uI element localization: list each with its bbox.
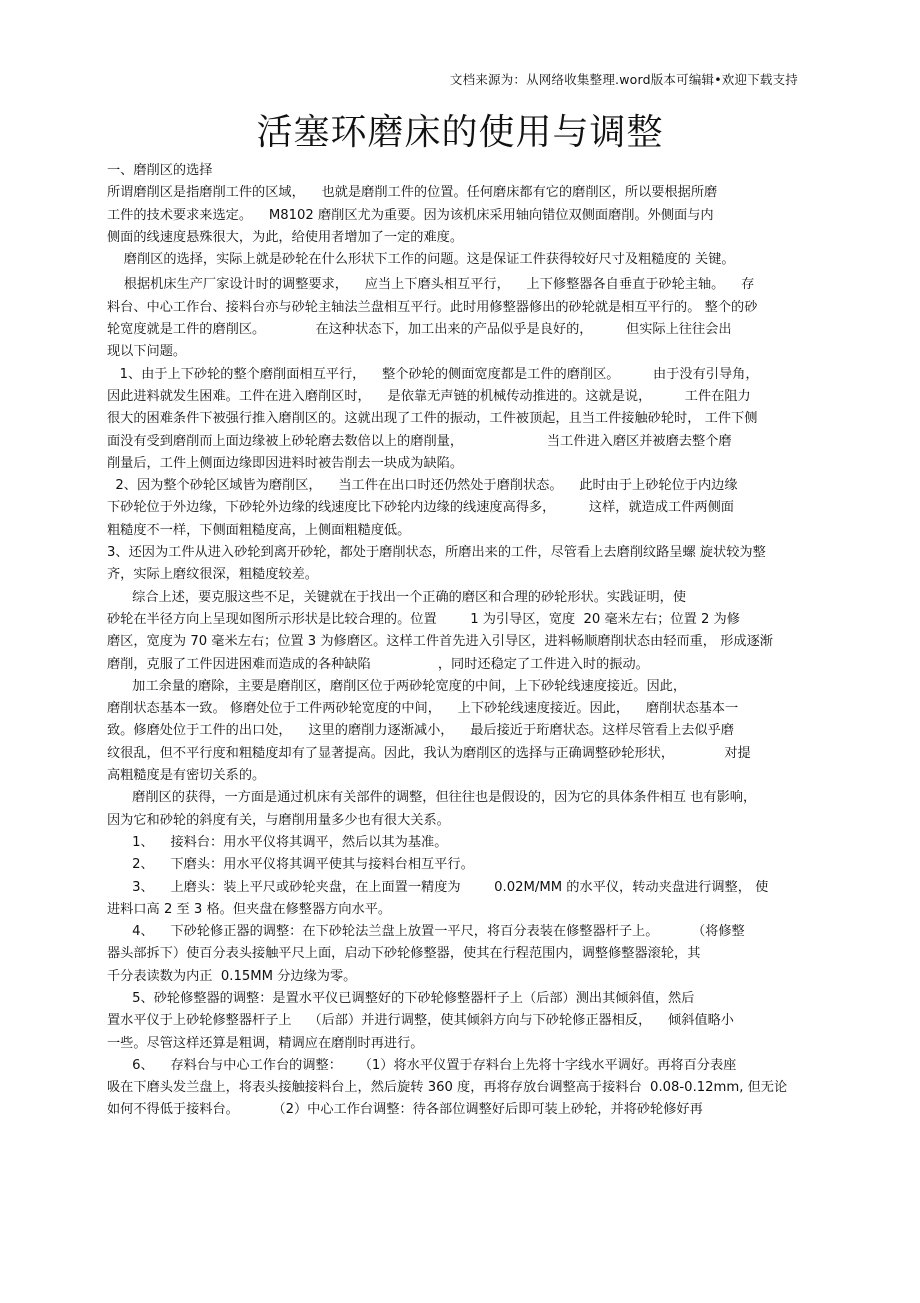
text-line: 综合上述，要克服这些不足，关键就在于找出一个正确的磨区和合理的砂轮形状。实践证明，使	[107, 589, 687, 605]
text-line: 1、 接料台：用水平仪将其调平，然后以其为基准。	[107, 834, 448, 850]
text-line: 侧面的线速度悬殊很大，为此，给使用者增加了一定的难度。	[107, 229, 464, 245]
text-line: 料台、中心工作台、接料台亦与砂轮主轴法兰盘相互平行。此时用修整器修出的砂轮就是相互平行的。 整个的砂	[107, 299, 758, 315]
text-line: 器头部拆下）使百分表头接触平尺上面，启动下砂轮修整器，使其在行程范围内，调整修整器滚轮，其	[107, 946, 701, 962]
text-line: 一、磨削区的选择	[107, 163, 213, 178]
source-note: 文档来源为：从网络收集整理.word版本可编辑•欢迎下载支持	[449, 72, 798, 87]
text-line: 磨削状态基本一致。 修磨处位于工件两砂轮宽度的中间， 上下砂轮线速度接近。因此， 磨削状态基本一	[107, 701, 739, 717]
text-line: 粗糙度不一样，下侧面粗糙度高，上侧面粗糙度低。	[107, 522, 411, 538]
text-line: 吸在下磨头发兰盘上，将表头接触接料台上，然后旋转 360 度，再将存放台调整高于接料台 0.08-0.12mm, 但无论	[107, 1080, 788, 1096]
text-line: 如何不得低于接料台。 （2）中心工作台调整：待各部位调整好后即可装上砂轮，并将砂轮修好再	[107, 1102, 703, 1118]
text-line: 高粗糙度是有密切关系的。	[107, 768, 266, 784]
text-line: 3、 上磨头：装上平尺或砂轮夹盘，在上面置一精度为 0.02M/MM 的水平仪，转动夹盘进行调整， 使	[107, 879, 769, 895]
text-line: 磨削区的获得，一方面是通过机床有关部件的调整，但往往也是假设的，因为它的具体条件相互 也有影响，	[107, 790, 757, 806]
text-line: 轮宽度就是工件的磨削区。 在这种状态下，加工出来的产品似乎是良好的， 但实际上往往会出	[107, 322, 732, 338]
text-line: 因此进料就发生困难。工件在进入磨削区时， 是依靠无声链的机械传动推进的。这就是说， 工件在阻力	[107, 388, 751, 404]
document-body	[107, 160, 837, 1122]
text-line: 面没有受到磨削而上面边缘被上砂轮磨去数倍以上的磨削量， 当工件进入磨区并被磨去整个磨	[107, 433, 732, 449]
text-line: 2、 下磨头：用水平仪将其调平使其与接料台相互平行。	[107, 857, 474, 873]
text-line: 削量后，工件上侧面边缘即因进料时被告削去一块成为缺陷。	[107, 455, 464, 471]
text-line: 齐，实际上磨纹很深，粗糙度较差。	[107, 567, 318, 583]
text-line: 5、砂轮修整器的调整：是置水平仪已调整好的下砂轮修整器杆子上（后部）测出其倾斜值，然后	[107, 990, 695, 1006]
text-line: 置水平仪于上砂轮修整器杆子上 （后部）并进行调整，使其倾斜方向与下砂轮修正器相反， 倾斜值略小	[107, 1013, 734, 1029]
text-line: 1、由于上下砂轮的整个磨削面相互平行， 整个砂轮的侧面宽度都是工件的磨削区。 由于没有引导角，	[107, 366, 759, 382]
text-line: 加工余量的磨除，主要是磨削区，磨削区位于两砂轮宽度的中间，上下砂轮线速度接近。因此，	[107, 678, 687, 694]
text-line: 所谓磨削区是指磨削工件的区域， 也就是磨削工件的位置。任何磨床都有它的磨削区，所以要根据所磨	[107, 185, 718, 201]
text-line: 6、 存料台与中心工作台的调整： （1）将水平仪置于存料台上先将十字线水平调好。再将百分表座	[107, 1057, 737, 1073]
text-line: 3、还因为工件从进入砂轮到离开砂轮，都处于磨削状态，所磨出来的工件，尽管看上去磨削纹路呈螺 旋状较为整	[107, 545, 766, 561]
document-title: 活塞环磨床的使用与调整	[256, 112, 664, 153]
text-line: 很大的困难条件下被强行推入磨削区的。这就出现了工件的振动，工件被顶起，且当工件接触砂轮时， 工件下侧	[107, 411, 758, 427]
text-line: 磨区，宽度为 70 毫米左右；位置 3 为修磨区。这样工件首先进入引导区，进料畅顺磨削状态由轻而重， 形成逐渐	[107, 634, 773, 650]
text-line: 砂轮在半径方向上呈现如图所示形状是比较合理的。位置 1 为引导区，宽度 20 毫米左右；位置 2 为修	[107, 611, 740, 627]
text-line: 根据机床生产厂家设计时的调整要求， 应当上下磨头相互平行， 上下修整器各自垂直于砂轮主轴。 存	[107, 277, 755, 293]
text-line: 现以下问题。	[107, 344, 187, 360]
text-line: 致。修磨处位于工件的出口处， 这里的磨削力逐渐减小， 最后接近于珩磨状态。这样尽管看上去似乎磨	[107, 723, 734, 739]
text-line: 磨削，克服了工件因进困难而造成的各种缺陷 ，同时还稳定了工件进入时的振动。	[107, 656, 649, 672]
text-line: 因为它和砂轮的斜度有关，与磨削用量多少也有很大关系。	[107, 812, 450, 828]
text-line: 进料口高 2 至 3 格。但夹盘在修整器方向水平。	[107, 901, 392, 917]
text-line: 一些。尽管这样还算是粗调，精调应在磨削时再进行。	[107, 1035, 424, 1051]
text-line: 2、因为整个砂轮区域皆为磨削区， 当工件在出口时还仍然处于磨削状态。 此时由于上砂轮位于内边缘	[107, 478, 738, 494]
text-line: 磨削区的选择，实际上就是砂轮在什么形状下工作的问题。这是保证工件获得较好尺寸及粗糙度的 关键。	[107, 252, 735, 268]
text-line: 4、 下砂轮修正器的调整：在下砂轮法兰盘上放置一平尺，将百分表装在修整器杆子上。 （将修整	[107, 924, 745, 940]
text-line: 工件的技术要求来选定。 M8102 磨削区尤为重要。因为该机床采用轴向错位双侧面磨削。外侧面与内	[107, 207, 714, 223]
text-line: 千分表读数为内正 0.15MM 分边缘为零。	[107, 968, 357, 984]
text-line: 纹很乱，但不平行度和粗糙度却有了显著提高。因此，我认为磨削区的选择与正确调整砂轮形状， 对提	[107, 745, 751, 761]
text-line: 下砂轮位于外边缘，下砂轮外边缘的线速度比下砂轮内边缘的线速度高得多， 这样，就造成工件两侧面	[107, 500, 734, 516]
